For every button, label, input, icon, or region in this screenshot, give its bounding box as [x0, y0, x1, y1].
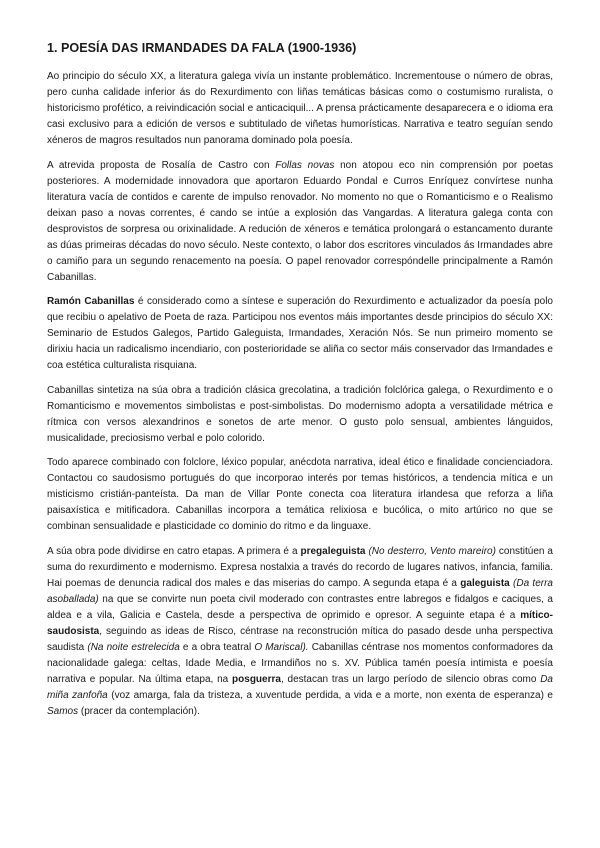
- stage-mitico-saudosista: mítico-saudosista: [47, 609, 553, 637]
- text-run: A súa obra pode dividirse en catro etapas. A primera é a: [47, 545, 301, 557]
- text-run: (pracer da contemplación).: [78, 705, 200, 717]
- work-samos: Samos: [47, 705, 79, 717]
- text-run: , seguindo as ideas de Risco, céntrase na reconstrución mítica do pasado desde unha perspectiva saudista: [47, 625, 553, 653]
- work-da-mina-zanfona: Da miña zanfoña: [47, 673, 553, 701]
- text-run: A atrevida proposta de Rosalía de Castro con: [47, 159, 276, 171]
- document-page: [47, 40, 553, 720]
- text-run: , destacan tras un largo período de silencio obras como: [280, 673, 541, 685]
- paragraph-cabanillas: [47, 294, 553, 374]
- work-o-mariscal: O Mariscal).: [254, 641, 309, 653]
- text-run: (voz amarga, fala da tristeza, a xuventude perdida, a vida e a morte, non exenta de esperanza) e: [107, 689, 553, 701]
- stage-pregaleguista: pregaleguista: [300, 545, 366, 557]
- paragraph-intro: Ao principio do século XX, a literatura galega vivía un instante problemático. Incrementouse o número de obras, pero cunha calidade inferior ás do Rexurdimento con liñas temáticas básicas como o costumismo ruralista, o historicismo profético, a reivindicación social e anticaciquil... A prensa prácticamente desaparecera e o idioma era casi exclusivo para a edición de versos e subtitulado de viñetas humorísticas. Narrativa e teatro seguían sendo xéneros de magros resultados nun panorama dominado pola poesía.: [47, 71, 553, 146]
- paragraph-folklore: Todo aparece combinado con folclore, léxico popular, anécdota narrativa, ideal ético e finalidade concienciadora. Contactou co saudosismo portugués do que incorporao interés por temas históricos, a tendencia mítica e un misticismo cristián-panteísta. Da man de Villar Ponte conecta coa literatura irlandesa que reforza a liña paisaxística e mitificadora. Cabanillas incorpora a temática relixiosa e bucólica, o mito artúrico no que se combinan sensualidade e plasticidade co dominio do ritmo e da linguaxe.: [47, 457, 553, 532]
- text-run: Cabanillas céntrase nos momentos conformadores da nacionalidade galega: celtas, Idade Media, e Irmandiños no s. XV. Pública tamén poesía intimista e poesía narrativa e popular. Na última etapa, na: [47, 641, 553, 685]
- works-stage-2: (Da terra asoballada): [47, 577, 553, 605]
- works-stage-1: (No desterro, Vento mareiro): [365, 545, 496, 557]
- text-run: constitúen a suma do rexurdimento e modernismo. Expresa nostalxia a través do recordo de lugares nativos, infancia, familia. Hai poemas de denuncia radical dos males e das miserias do campo. A segunda etapa é a: [47, 545, 553, 589]
- section-title: 1. POESÍA DAS IRMANDADES DA FALA (1900-1936): [47, 41, 357, 55]
- work-na-noite-estrelecida: (Na noite estrelecida: [87, 641, 180, 653]
- text-run: e a obra teatral: [179, 641, 255, 653]
- paragraph-stages: [47, 544, 553, 720]
- text-run: non atopou eco nin comprensión por poetas posteriores. A modernidade innovadora que aportaron Eduardo Pondal e Curros Enríquez convírtese nunha literatura vacía de contidos e carente de impulso renovador. No momento no que o Romanticismo e o Realismo deixan paso a novas correntes, é cando se intúe a explosión das Vangardas. A literatura galega conta con desprovistos de sorpresa ou orixinalidade. A redución de xéneros e temática prolongará o estancamento durante as dúas primeiras décadas do novo século. Neste contexto, o labor dos escritores vinculados ás Irmandades abre o camiño para un segundo renacemento na poesía. O papel renovador correspóndelle principalmente a Ramón Cabanillas.: [47, 159, 553, 283]
- paragraph-synthesis: Cabanillas sintetiza na súa obra a tradición clásica grecolatina, a tradición folclórica galega, o Rexurdimento e o Romanticismo e movementos simbolistas e post-simbolistas. Do modernismo adopta a versatilidade métrica e rítmica con versos alexandrinos e sonetos de arte menor. O gusto polo sensual, ambientes lánguidos, musicalidade, preciosismo verbal e polo colorido.: [47, 384, 553, 444]
- paragraph-rosalia: [47, 158, 553, 286]
- stage-galeguista: galeguista: [460, 577, 510, 589]
- book-title-follas-novas: Follas novas: [275, 159, 335, 171]
- author-name-cabanillas: Ramón Cabanillas: [47, 296, 135, 307]
- text-run: na que se convirte nun poeta civil moderado con contrastes entre labregos e fidalgos e caciques, a aldea e a vila, Galicia e Castela, desde a perspectiva de oprimido e opresor. A seguinte etapa é a: [47, 593, 553, 621]
- stage-posguerra: posguerra: [232, 673, 281, 685]
- text-run: é considerado como a síntese e superación do Rexurdimento e actualizador da poesía polo que recibiu o apelativo de Poeta de raza. Participou nos eventos máis importantes desde principios do século XX: Seminario de Estudos Galegos, Partido Galeguista, Irmandades, Xeración Nós. Se nun primeiro momento se dirixiu hacia un radicalismo incendiario, con posterioridade se aliña co sector máis conservador das Irmandades e coa estética culturalista risquiana.: [47, 296, 553, 371]
